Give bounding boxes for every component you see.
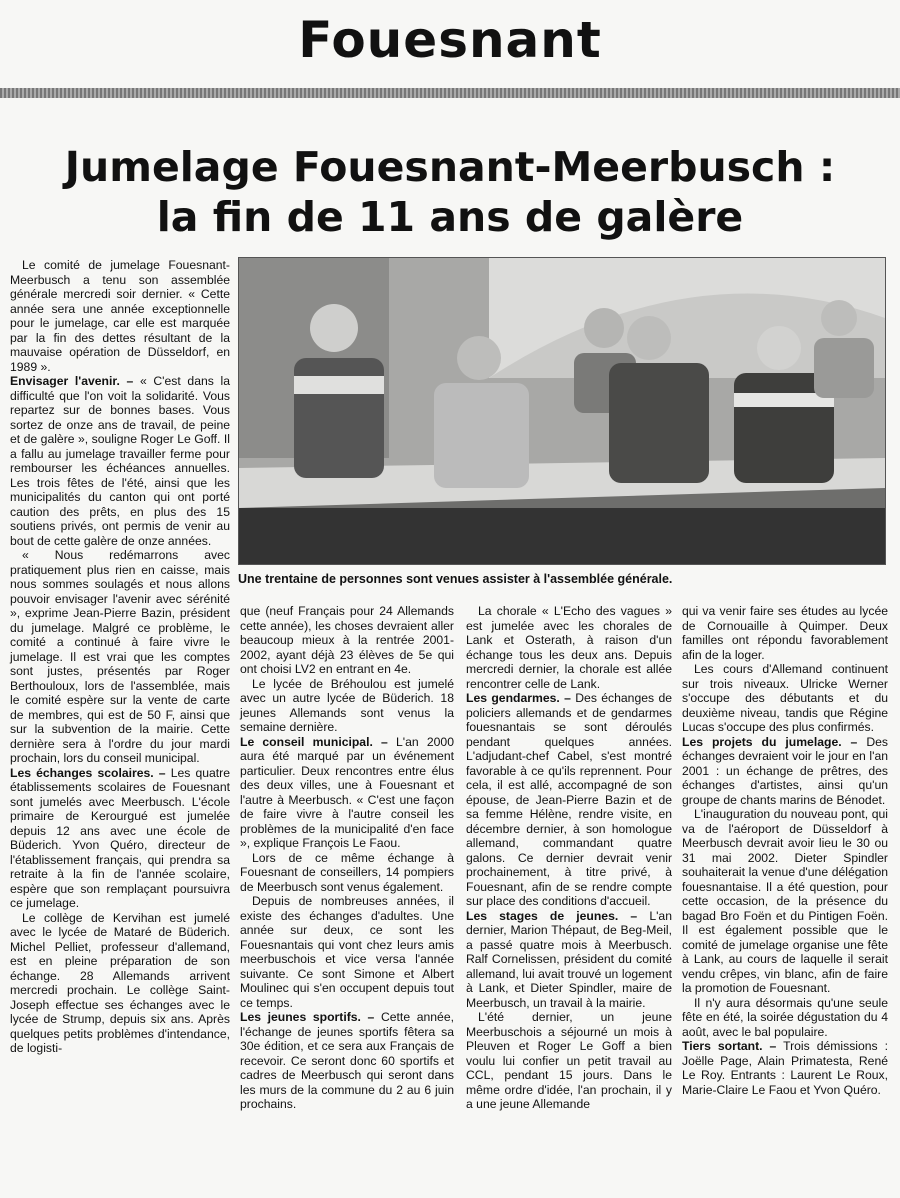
- paragraph: Envisager l'avenir. – « C'est dans la difficulté que l'on voit la solidarité. Vous repartez sur de bonnes bases. Vous sortez de onze ans de travail, de peine et de galère », souligne Roger Le Goff. Il a fallu au jumelage travailler ferme pour rembourser les échéances annuelles. Les trois fêtes de l'été, ainsi que les municipalités du canton qui ont porté caution des prêts, en plus des 15 soutiens privés, ont permis de venir au bout de cette galère de onze années.: [10, 374, 230, 548]
- section-title: Fouesnant: [298, 11, 602, 69]
- paragraph: Les gendarmes. – Des échanges de policiers allemands et de gendarmes fouesnantais se sont déroulés pendant quelques années. L'adjudant-chef Cabel, s'est montré favorable à ce qu'ils reprennent. Pour cela, il est allé, accompagné de son épouse, de Jean-Pierre Bazin et de sa femme Hélène, rendre visite, en décembre dernier, à son homologue allemand, commandant quatre galons. Ce dernier devrait venir prochainement, à titre privé, à Fouesnant, afin de se rendre compte sur place des conditions d'accueil.: [466, 691, 673, 908]
- paragraph: Le comité de jumelage Fouesnant-Meerbusch a tenu son assemblée générale mercredi soir dernier. « Cette année sera une année exceptionnelle pour le jumelage, car elle est marquée par la fin des dettes résultant de la mauvaise opération de Düsseldorf, en 1989 ».: [10, 258, 230, 374]
- paragraph: Il n'y aura désormais qu'une seule fête en été, la soirée dégustation du 4 août, avec le bal populaire.: [682, 995, 888, 1039]
- paragraph: Depuis de nombreuses années, il existe des échanges d'adultes. Une année sur deux, ce sont les Fouesnantais qui vont chez leurs amis meerbuschois et vice versa l'année suivante. Ce sont Simone et Albert Moulinec qui s'en occupent depuis tout ce temps.: [240, 894, 454, 1010]
- subheading: Les projets du jumelage. –: [682, 734, 858, 749]
- paragraph: que (neuf Français pour 24 Allemands cette année), les choses devraient aller beaucoup mieux à la rentrée 2001-2002, ayant déjà 23 élèves de 5e qui ont choisi LV2 en entrant en 4e.: [240, 604, 454, 676]
- paragraph: Les cours d'Allemand continuent sur trois niveaux. Ulricke Werner s'occupe des débutants et du deuxième niveau, tandis que Régine Lucas s'occupe des plus confirmés.: [682, 662, 888, 734]
- paragraph: Le conseil municipal. – L'an 2000 aura été marqué par un événement particulier. Deux rencontres entre élus des deux villes, une à Fouesnant et l'autre à Meerbusch. « C'est une façon de faire vivre à l'autre conseil les problèmes de la municipalité d'en face », explique François Le Faou.: [240, 734, 454, 850]
- paragraph: qui va venir faire ses études au lycée de Cornouaille à Quimper. Deux familles ont répondu favorablement afin de la loger.: [682, 604, 888, 662]
- paragraph: Les projets du jumelage. – Des échanges devraient voir le jour en l'an 2001 : un échange de prêtres, des échanges d'artistes, ainsi qu'un groupe de chants marins de Bénodet.: [682, 734, 888, 807]
- article-headline: [10, 142, 890, 242]
- subheading: Envisager l'avenir. –: [10, 374, 134, 388]
- photo-caption: Une trentaine de personnes sont venues assister à l'assemblée générale.: [238, 572, 673, 586]
- headline-line-1: Jumelage Fouesnant-Meerbusch :: [64, 143, 836, 191]
- subheading: Les stages de jeunes. –: [466, 908, 638, 923]
- article-column-2: [240, 604, 454, 1112]
- paragraph: « Nous redémarrons avec pratiquement plus rien en caisse, mais nous sommes soulagés et nous allons pouvoir envisager l'avenir avec sérénité », exprime Jean-Pierre Bazin, président du jumelage. Malgré ce problème, le comité a continué à faire vivre le jumelage. Il est vrai que les comptes sont justes, présentés par Roger Berthouloux, lors de l'assemblée, mais le comité espère sur la vente de carte de membres, qui est de 50 F, ainsi que sur la subvention de la mairie. Cette dernière sera à l'ordre du jour mardi prochain, lors du conseil municipal.: [10, 548, 230, 765]
- paragraph: Le collège de Kervihan est jumelé avec le lycée de Mataré de Büderich. Michel Pelliet, professeur d'allemand, est en pleine préparation de son échange. 28 Allemands arrivent mercredi prochain. Le collège Saint-Joseph effectue ses échanges avec le lycée de Strump, depuis six ans. Après quelques petits problèmes d'intendance, de logisti-: [10, 910, 230, 1055]
- paragraph: Tiers sortant. – Trois démissions : Joëlle Page, Alain Primatesta, René Le Roy. Entrants : Laurent Le Roux, Marie-Claire Le Faou et Yvon Quéro.: [682, 1039, 889, 1097]
- paragraph: La chorale « L'Echo des vagues » est jumelée avec les chorales de Lank et Osterath, à raison d'un échange tous les deux ans. Depuis mercredi dernier, la chorale est allée rencontrer celle de Lank.: [466, 604, 672, 691]
- subheading: Les gendarmes. –: [466, 691, 571, 705]
- subheading: Les jeunes sportifs. –: [240, 1010, 375, 1024]
- subheading: Le conseil municipal. –: [240, 734, 388, 749]
- paragraph: Les stages de jeunes. – L'an dernier, Marion Thépaut, de Beg-Meil, a passé quatre mois à Meerbusch. Ralf Cornelissen, président du comité allemand, lui avait trouvé un logement à Lank, et Dieter Spindler, maire de Meerbusch, un travail à la mairie.: [466, 908, 672, 1010]
- paragraph: L'inauguration du nouveau pont, qui va de l'aéroport de Düsseldorf à Meerbusch devrait avoir lieu le 30 ou 31 mai 2002. Dieter Spindler souhaiterait la venue d'une délégation fouesnantaise. Il a été question, pour cette occasion, de la présence du bagad Bro Foën et du Pintigen Foën. Il est également possible que le comité de jumelage organise une fête à Lank, au cours de laquelle il serait vendu crêpes, vin blanc, afin de faire la promotion de Fouesnant.: [682, 807, 888, 995]
- subheading: Tiers sortant. –: [682, 1039, 777, 1053]
- article-column-1: [10, 258, 230, 1056]
- headline-line-2: la fin de 11 ans de galère: [156, 193, 744, 241]
- paragraph: Lors de ce même échange à Fouesnant de conseillers, 14 pompiers de Meerbusch sont venus également.: [240, 850, 454, 894]
- paragraph: Les jeunes sportifs. – Cette année, l'échange de jeunes sportifs fêtera sa 30e édition, et ce sera aux Français de recevoir. Ce seront donc 60 sportifs et cadres de Meerbusch qui seront dans les murs de la commune du 2 au 6 juin prochains.: [240, 1010, 454, 1111]
- paragraph: Les échanges scolaires. – Les quatre établissements scolaires de Fouesnant sont jumelés avec Meerbusch. L'école primaire de Kerourgué est jumelée depuis 12 ans avec une école de Büderich. Yvon Quéro, directeur de l'établissement français, qui prendra sa retraite à la fin de l'année scolaire, espère que son remplaçant poursuivra ce jumelage.: [10, 765, 231, 910]
- article-photo: [238, 257, 886, 565]
- section-divider: [0, 88, 900, 98]
- meeting-photo-image: [239, 258, 885, 564]
- subheading: Les échanges scolaires. –: [10, 765, 166, 780]
- paragraph: L'été dernier, un jeune Meerbuschois a séjourné un mois à Pleuven et Roger Le Goff a bien voulu lui confier un petit travail au CCL, pendant 15 jours. Dans le même ordre d'idée, l'an prochain, il y a une jeune Allemande: [466, 1010, 672, 1111]
- article-column-3: [466, 604, 672, 1112]
- paragraph: Le lycée de Bréhoulou est jumelé avec un autre lycée de Büderich. 18 jeunes Allemands sont venus la semaine dernière.: [240, 676, 454, 734]
- article-column-4: [682, 604, 888, 1097]
